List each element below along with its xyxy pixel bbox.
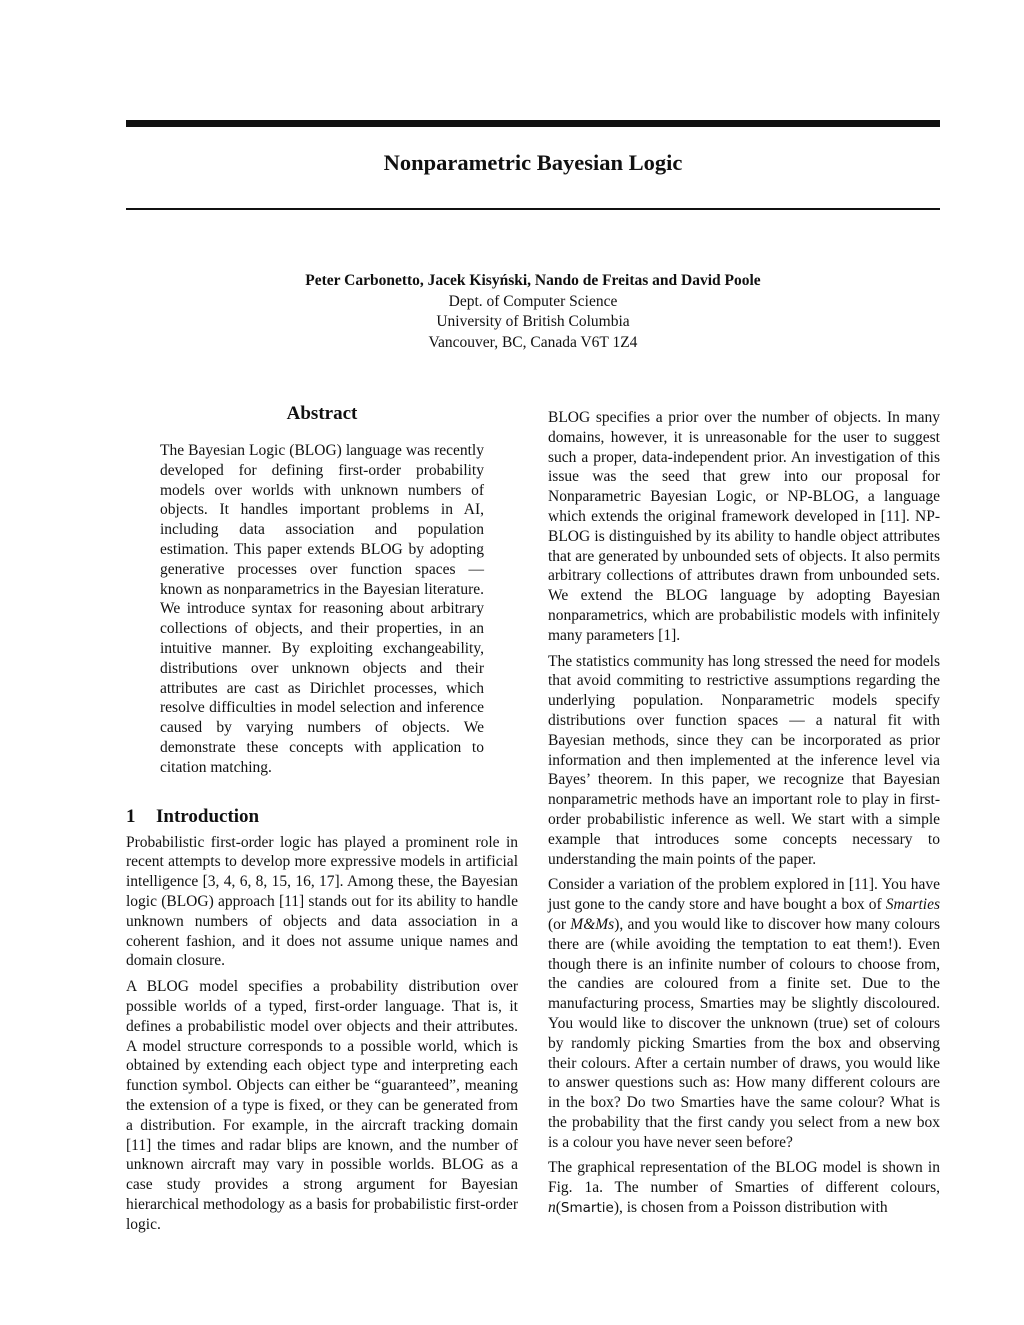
right-paragraph-1: BLOG specifies a prior over the number of objects. In many domains, however, it is unreasonable for the user to suggest such a proper, data-independent prior. An investigation of this issue was the seed that grew into our proposal for Nonparametric Bayesian Logic, or NP-BLOG, a language which extends the original framework developed in [11]. NP-BLOG is distinguished by its ability to handle object attributes that are generated by unbounded sets of objects. It also permits arbitrary collections of attributes drawn from unbounded sets. We extend the BLOG language by adopting Bayesian nonparametrics, which are probabilistic models with infinitely many parameters [1].: [548, 409, 940, 644]
author-names: Peter Carbonetto, Jacek Kisyński, Nando de Freitas and David Poole: [305, 272, 761, 289]
paper-title: Nonparametric Bayesian Logic: [383, 150, 683, 175]
author-dept: Dept. of Computer Science: [448, 292, 618, 310]
author-university: University of British Columbia: [436, 313, 630, 330]
right-paragraph-3: [548, 875, 940, 1152]
section-title: Introduction: [156, 805, 260, 827]
intro-paragraph-2: A BLOG model specifies a probability distribution over possible worlds of a typed, first-order language. That is, it defines a probabilistic model over objects and their attributes. A model structure corresponds to a possible world, which is obtained by extending each object type and interpreting each function symbol. Objects can either be “guaranteed”, meaning the extension of a type is fixed, or they can be generated from a distribution. For example, in the aircraft tracking domain [11] the times and radar blips are known, and the number of unknown aircraft may vary in possible worlds. BLOG as a case study provides a strong argument for Bayesian hierarchical methodology as a basis for probabilistic first-order logic.: [126, 978, 518, 1233]
text-run: ), and you would like to discover how many colours there are (while avoiding the temptation to eat them!). Even though there is an infinite number of colours to choose from, the candies are coloured from a finite set. Due to the manufacturing process, Smarties may be slightly discoloured. You would like to discover the unknown (true) set of colours by randomly picking Smarties from the box and observing their colours. After a certain number of draws, you would like to answer questions such as: How many different colours are in the box? Do two Smarties have the same colour? What is the probability that the first candy you select from a new box is a colour you have never seen before?: [548, 915, 941, 1151]
right-column: [548, 408, 940, 1225]
text-run: The graphical representation of the BLOG model is shown in Fig. 1a. The number of Smarties of different colours,: [548, 1159, 940, 1197]
math-type-smartie: Smartie: [560, 1200, 614, 1217]
title-rule: [126, 208, 940, 210]
text-run: (or: [548, 915, 571, 933]
left-column: [126, 403, 518, 1240]
right-paragraph-2: The statistics community has long stressed the need for models that avoid commiting to restrictive assumptions regarding the underlying population. Nonparametric models specify distributions over function spaces — a natural fit with Bayesian methods, since they can be incorporated as prior information and then implemented at the inference level via Bayes’ theorem. In this paper, we recognize that Bayesian nonparametric methods have an important role to play in first-order probabilistic inference as well. We start with a simple example that introduces some concepts necessary to understanding the main points of the paper.: [548, 652, 940, 868]
author-address: Vancouver, BC, Canada V6T 1Z4: [428, 333, 638, 351]
author-block: [126, 271, 940, 353]
math-paren: (: [555, 1199, 561, 1217]
emphasis-smarties: Smarties: [885, 896, 940, 914]
emphasis-mms: M&Ms: [570, 915, 615, 933]
section-number: 1: [126, 805, 136, 827]
section-heading-introduction: [126, 806, 518, 828]
abstract-text: The Bayesian Logic (BLOG) language was recently developed for defining first-order probability models over worlds with unknown numbers of objects. It handles important problems in AI, including data association and population estimation. This paper extends BLOG by adopting generative processes over function spaces — known as nonparametrics in the Bayesian literature. We introduce syntax for reasoning about arbitrary collections of objects, and their properties, in an intuitive manner. By exploiting exchangeability, distributions over unknown objects and their attributes are cast as Dirichlet processes, which resolve difficulties in model selection and inference caused by varying numbers of objects. We demonstrate these concepts with application to citation matching.: [160, 442, 484, 776]
text-run: Consider a variation of the problem explored in [11]. You have just gone to the candy store and have bought a box of: [548, 876, 940, 914]
math-paren: ): [613, 1199, 619, 1217]
intro-paragraph-1: Probabilistic first-order logic has played a prominent role in recent attempts to develop more expressive models in artificial intelligence [3, 4, 6, 8, 15, 16, 17]. Among these, the Bayesian logic (BLOG) approach [11] stands out for its ability to handle unknown numbers of objects and data association in a coherent fashion, and it does not assume unique names and domain closure.: [126, 833, 518, 970]
abstract-heading: Abstract: [286, 403, 358, 424]
right-paragraph-4: [548, 1158, 940, 1218]
math-variable-n: n: [548, 1199, 556, 1217]
text-run: , is chosen from a Poisson distribution with: [619, 1199, 888, 1217]
top-rule: [126, 120, 940, 127]
